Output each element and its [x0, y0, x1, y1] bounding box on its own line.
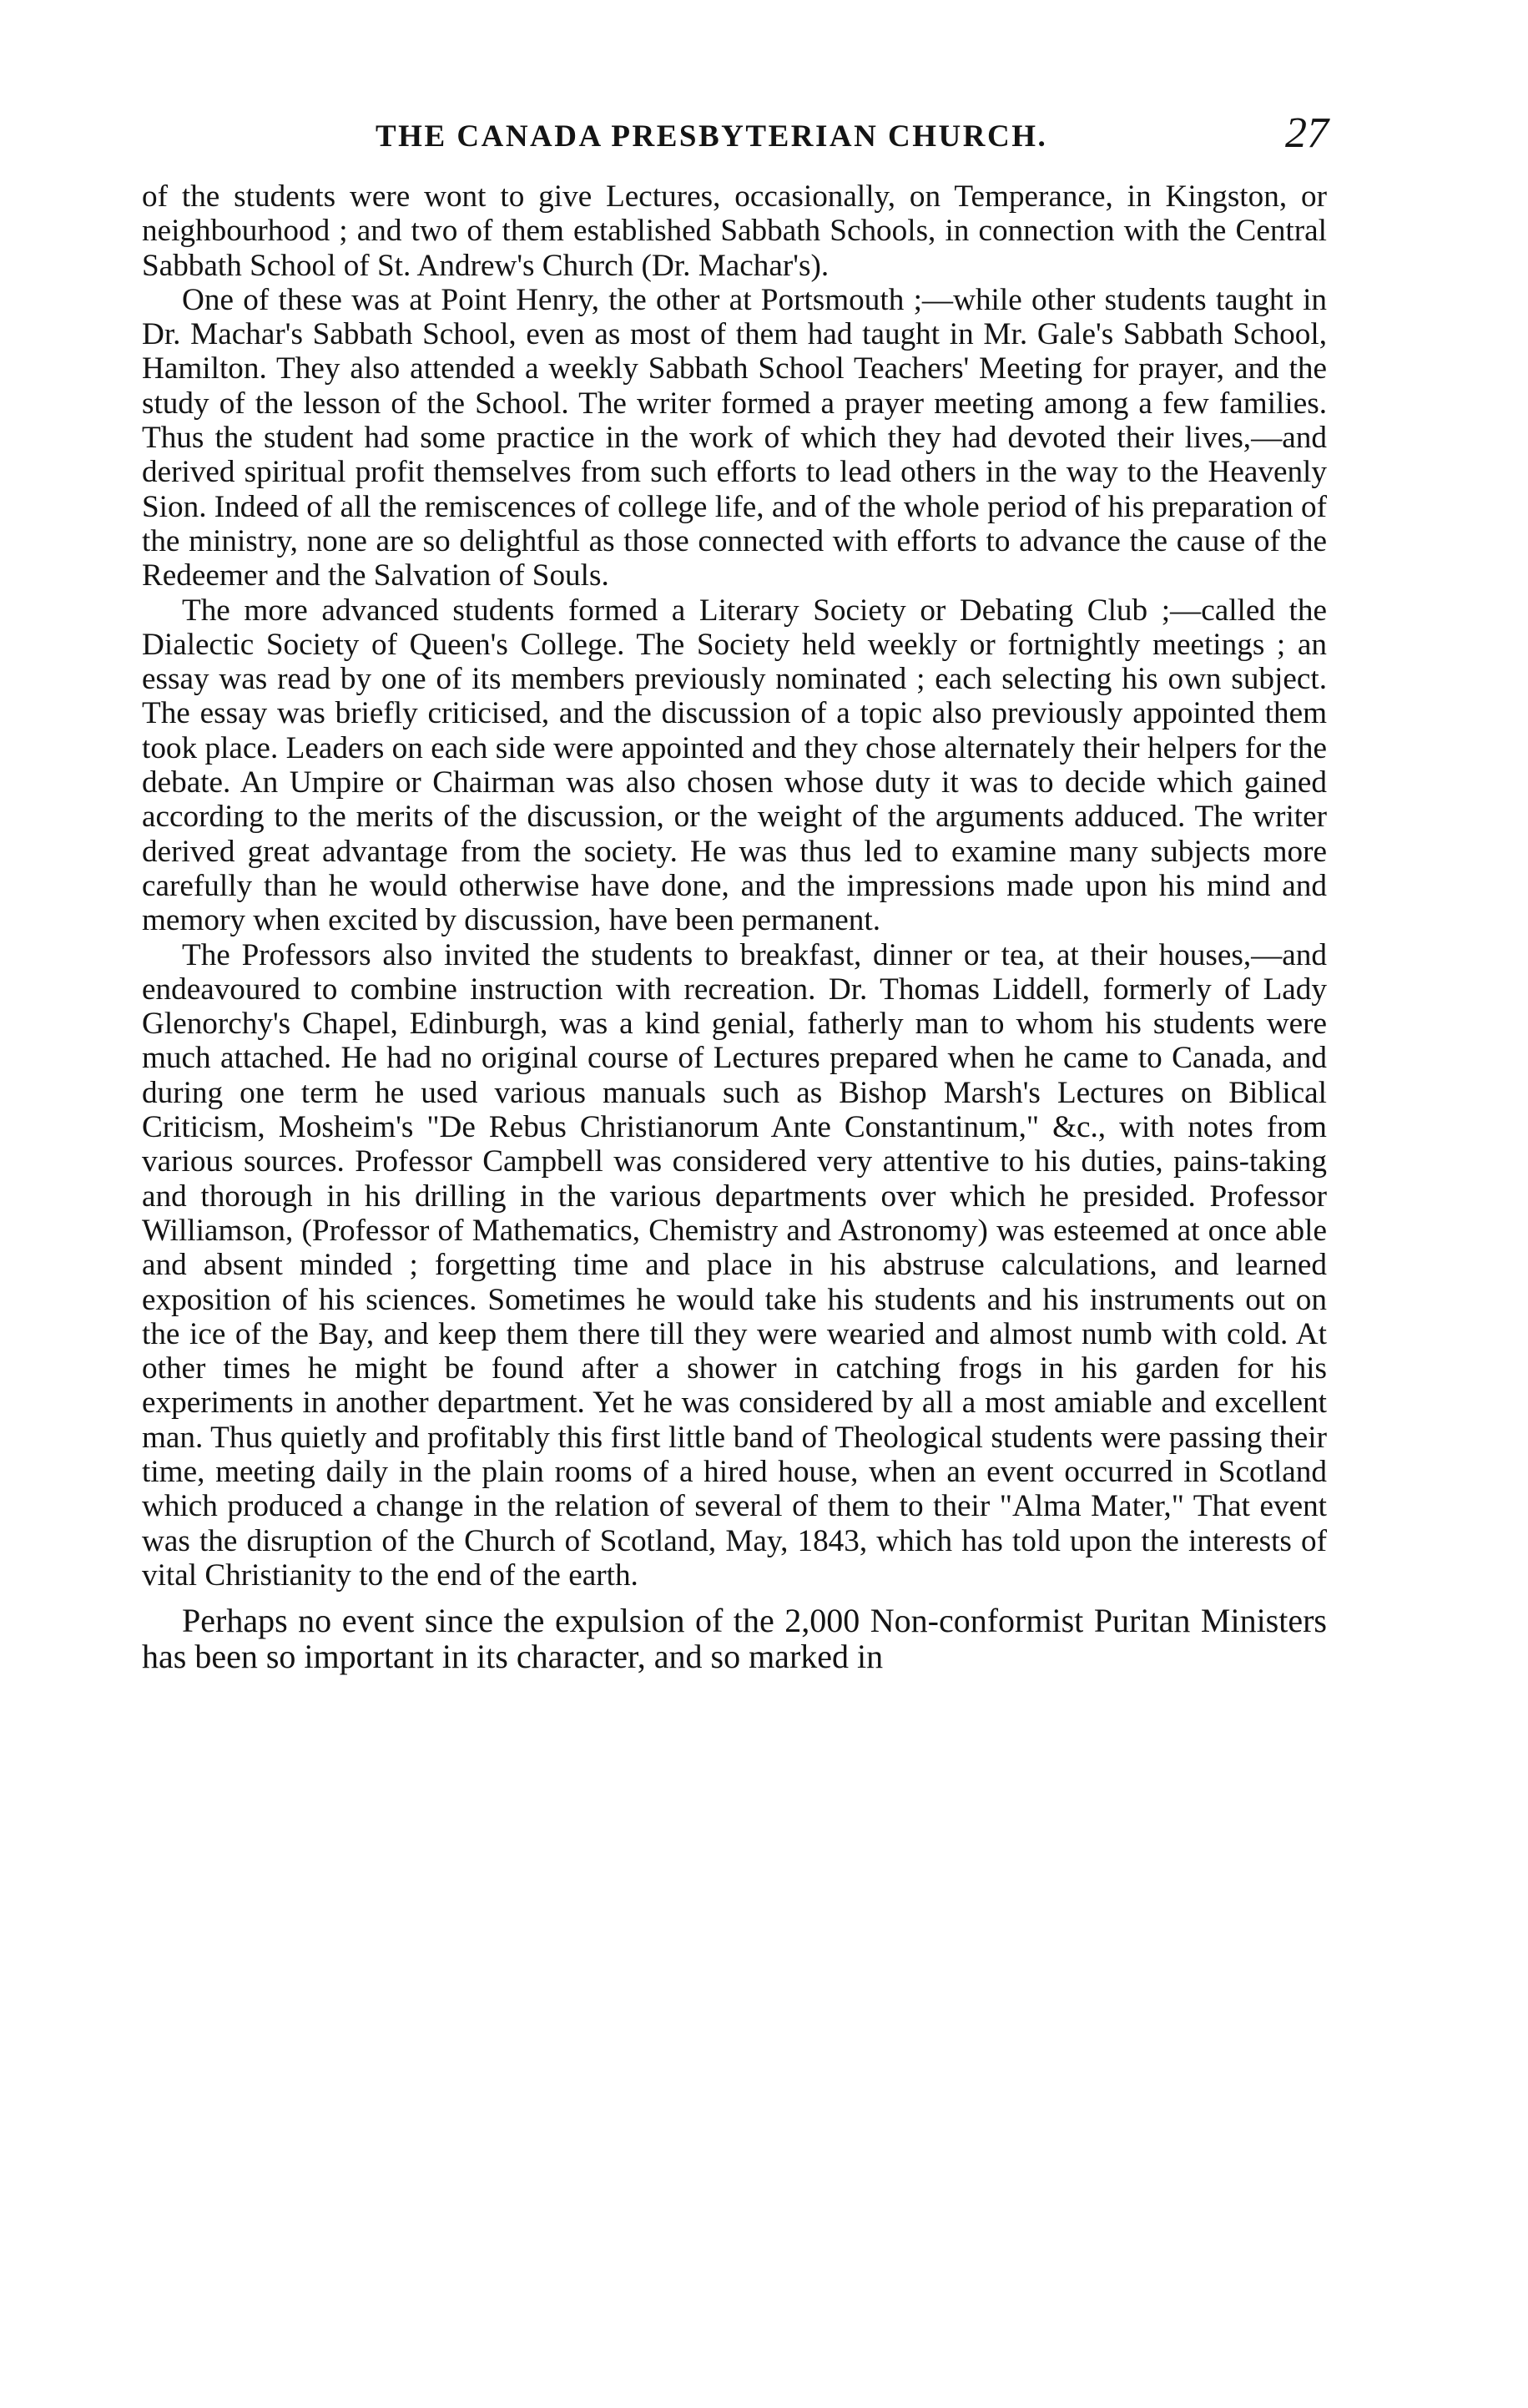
- running-title: THE CANADA PRESBYTERIAN CHURCH.: [376, 119, 1048, 154]
- page-header: [142, 109, 1329, 167]
- page-number: 27: [1285, 109, 1329, 157]
- paragraph: One of these was at Point Henry, the other at Portsmouth ;—while other students taught in Dr. Machar's Sabbath School, even as most of them had taught in Mr. Gale's Sabbath School, Hamilton. They also attended a weekly Sabbath School Teachers' Meeting for prayer, and the study of the lesson of the School. The writer formed a prayer meeting among a few families. Thus the student had some practice in the work of which they had devoted their lives,—and derived spiritual profit themselves from such efforts to lead others in the way to the Heavenly Sion. Indeed of all the remiscences of college life, and of the whole period of his preparation of the ministry, none are so delightful as those connected with efforts to advance the cause of the Redeemer and the Salvation of Souls.: [142, 282, 1327, 593]
- paragraph: The Professors also invited the students to breakfast, dinner or tea, at their houses,—and endeavoured to combine instruction with recreation. Dr. Thomas Liddell, formerly of Lady Glenorchy's Chapel, Edinburgh, was a kind genial, fatherly man to whom his students were much attached. He had no original course of Lectures prepared when he came to Canada, and during one term he used various manuals such as Bishop Marsh's Lectures on Biblical Criticism, Mosheim's "De Rebus Christianorum Ante Constantinum," &c., with notes from various sources. Professor Campbell was considered very attentive to his duties, pains-taking and thorough in his drilling in the various departments over which he presided. Professor Williamson, (Professor of Mathematics, Chemistry and Astronomy) was esteemed at once able and absent minded ; forgetting time and place in his abstruse calculations, and learned exposition of his sciences. Sometimes he would take his students and his instruments out on the ice of the Bay, and keep them there till they were wearied and almost numb with cold. At other times he might be found after a shower in catching frogs in his garden for his experiments in another department. Yet he was considered by all a most amiable and excellent man. Thus quietly and profitably this first little band of Theological students were passing their time, meeting daily in the plain rooms of a hired house, when an event occurred in Scotland which produced a change in the relation of several of them to their "Alma Mater," That event was the disruption of the Church of Scotland, May, 1843, which has told upon the interests of vital Christianity to the end of the earth.: [142, 937, 1327, 1593]
- body-text: [142, 179, 1327, 1674]
- paragraph-continued: of the students were wont to give Lectures, occasionally, on Temperance, in Kingston, or neighbourhood ; and two of them established Sabbath Schools, in connection with the Central Sabbath School of St. Andrew's Church (Dr. Machar's).: [142, 179, 1327, 283]
- paragraph: The more advanced students formed a Literary Society or Debating Club ;—called the Dialectic Society of Queen's College. The Society held weekly or fortnightly meetings ; an essay was read by one of its members previously nominated ; each selecting his own subject. The essay was briefly criticised, and the discussion of a topic also previously appointed them took place. Leaders on each side were appointed and they chose alternately their helpers for the debate. An Umpire or Chairman was also chosen whose duty it was to decide which gained according to the merits of the discussion, or the weight of the arguments adduced. The writer derived great advantage from the society. He was thus led to examine many subjects more carefully than he would otherwise have done, and the impressions made upon his mind and memory when excited by discussion, have been permanent.: [142, 593, 1327, 938]
- paragraph: Perhaps no event since the expulsion of the 2,000 Non-conformist Puritan Ministers has been so important in its character, and so marked in: [142, 1602, 1327, 1676]
